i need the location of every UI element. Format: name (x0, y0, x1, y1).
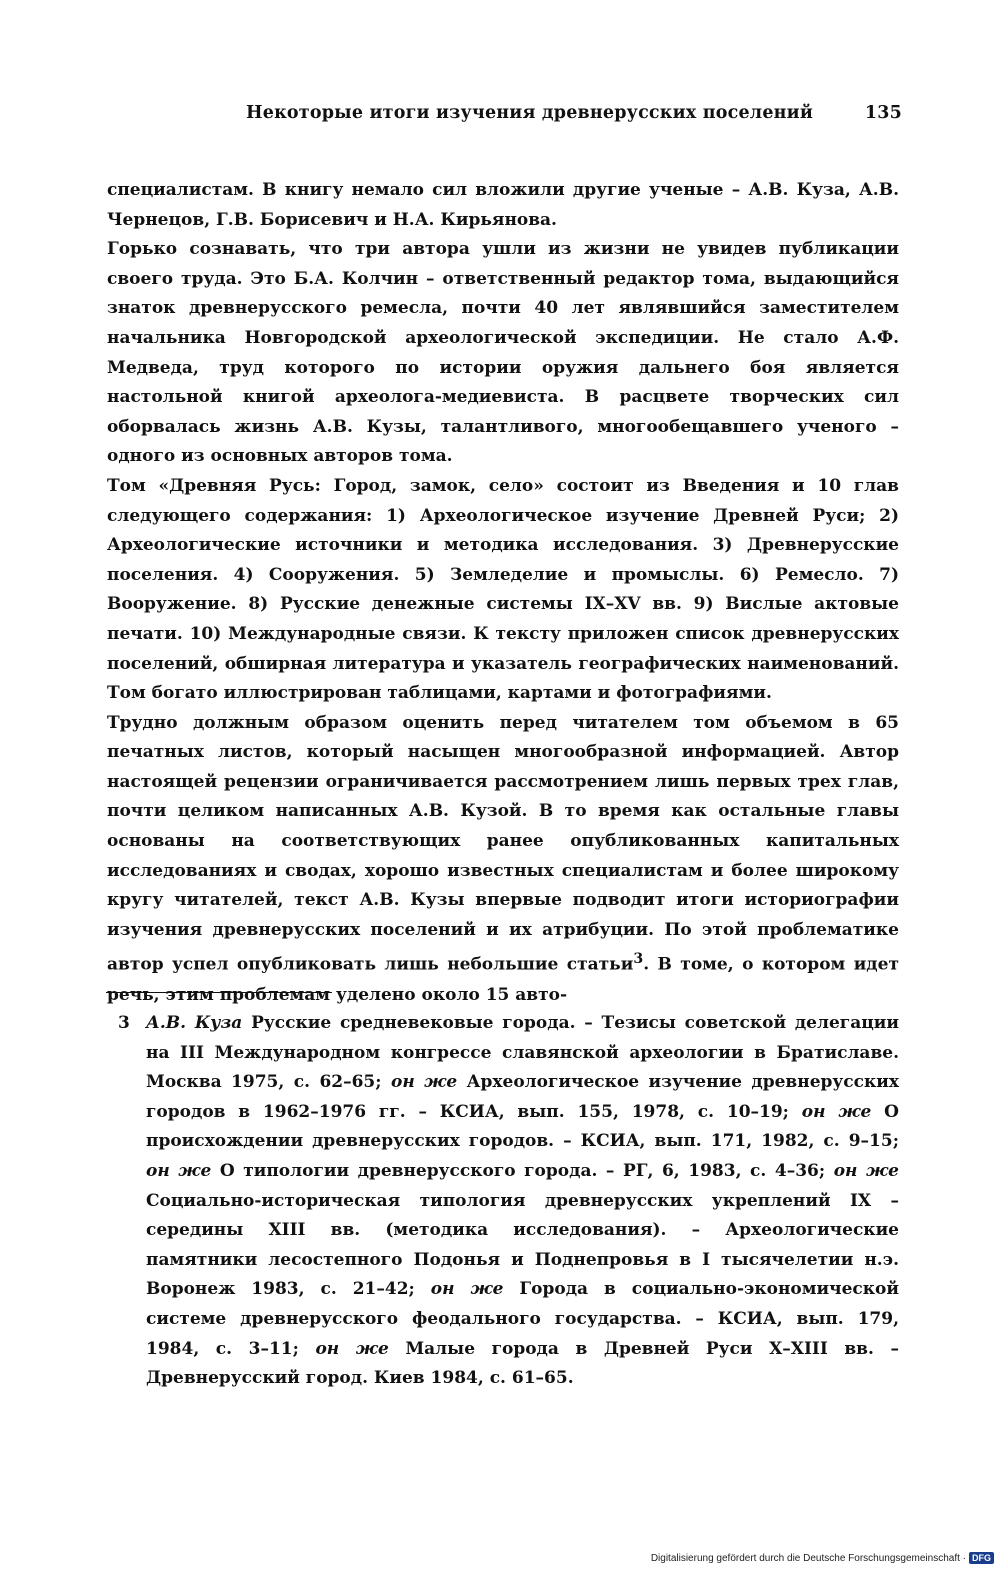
paragraph-text-continued: . В томе, о котором идет речь, этим проблемам уделено около 15 авто- (107, 955, 899, 1005)
footnote-ibid: он же (146, 1160, 212, 1181)
main-text (107, 176, 899, 1010)
footnote-ref: 3 (633, 951, 644, 968)
footnote-ibid: он же (430, 1279, 504, 1300)
footnote-ibid: он же (833, 1160, 899, 1181)
digitization-credit (651, 1552, 994, 1564)
page-number: 135 (864, 103, 902, 123)
dfg-logo-icon: DFG (969, 1552, 994, 1564)
footnote-ibid: он же (801, 1101, 872, 1122)
running-title: Некоторые итоги изучения древнерусских поселений (246, 103, 814, 123)
footnote-number: 3 (118, 1013, 130, 1033)
footnote-ibid: он же (390, 1072, 458, 1093)
paragraph: специалистам. В книгу немало сил вложили другие ученые – А.В. Куза, А.В. Чернецов, Г.В. Борисевич и Н.А. Кирьянова. (107, 180, 899, 230)
footnote-author: А.В. Куза (146, 1013, 243, 1033)
credit-text: Digitalisierung gefördert durch die Deutsche Forschungsgemeinschaft · (650, 1552, 966, 1564)
paragraph: Том «Древняя Русь: Город, замок, село» состоит из Введения и 10 глав следующего содержания: 1) Археологическое изучение Древней Руси; 2) Археологические источники и методика исследования. 3) Древнерусские поселения. 4) Сооружения. 5) Земледелие и промыслы. 6) Ремесло. 7) Вооружение. 8) Русские денежные системы IX–XV вв. 9) Вислые актовые печати. 10) Международные связи. К тексту приложен список древнерусских поселений, обширная литература и указатель географических наименований. Том богато иллюстрирован таблицами, картами и фотографиями. (107, 475, 899, 704)
footnote-body: А.В. Куза Русские средневековые города. – Тезисы советской делегации на III Международном конгрессе славянской археологии в Братиславе. Москва 1975, с. 62–65; он же Археологическое изучение древнерусских городов в 1962–1976 гг. – КСИА, вып. 155, 1978, с. 10–19; он же О происхождении древнерусских городов. – КСИА, вып. 171, 1982, с. 9–15; он же О типологии древнерусского города. – РГ, 6, 1983, с. 4–36; он же Социально-историческая типология древнерусских укреплений IX – середины XIII вв. (методика исследования). – Археологические памятники лесостепного Подонья и Поднепровья в I тысячелетии н.э. Воронеж 1983, с. 21–42; он же Города в социально-экономической системе древнерусского феодального государства. – КСИА, вып. 179, 1984, с. 3–11; он же Малые города в Древней Руси X–XIII вв. – Древнерусский город. Киев 1984, с. 61–65. (146, 1013, 900, 1389)
running-header (246, 103, 902, 123)
footnote-divider (106, 992, 332, 993)
paragraph (107, 709, 899, 1011)
footnote (118, 1009, 899, 1394)
paragraph-text: Трудно должным образом оценить перед читателем том объемом в 65 печатных листов, который насыщен многообразной информацией. Автор настоящей рецензии ограничивается рассмотрением лишь первых трех глав, почти целиком написанных А.В. Кузой. В то время как остальные главы основаны на соответствующих ранее опубликованных капитальных исследованиях и сводах, хорошо известных специалистам и более широкому кругу читателей, текст А.В. Кузы впервые подводит итоги историографии изучения древнерусских поселений и их атрибуции. По этой проблематике автор успел опубликовать лишь небольшие статьи (107, 712, 899, 976)
paragraph: Горько сознавать, что три автора ушли из жизни не увидев публикации своего труда. Это Б.А. Колчин – ответственный редактор тома, выдающийся знаток древнерусского ремесла, почти 40 лет являвшийся заместителем начальника Новгородской археологической экспедиции. Не стало А.Ф. Медведа, труд которого по истории оружия дальнего боя является настольной книгой археолога-медиевиста. В расцвете творческих сил оборвалась жизнь А.В. Кузы, талантливого, многообещавшего ученого – одного из основных авторов тома. (107, 239, 899, 467)
footnote-ibid: он же (315, 1338, 389, 1359)
